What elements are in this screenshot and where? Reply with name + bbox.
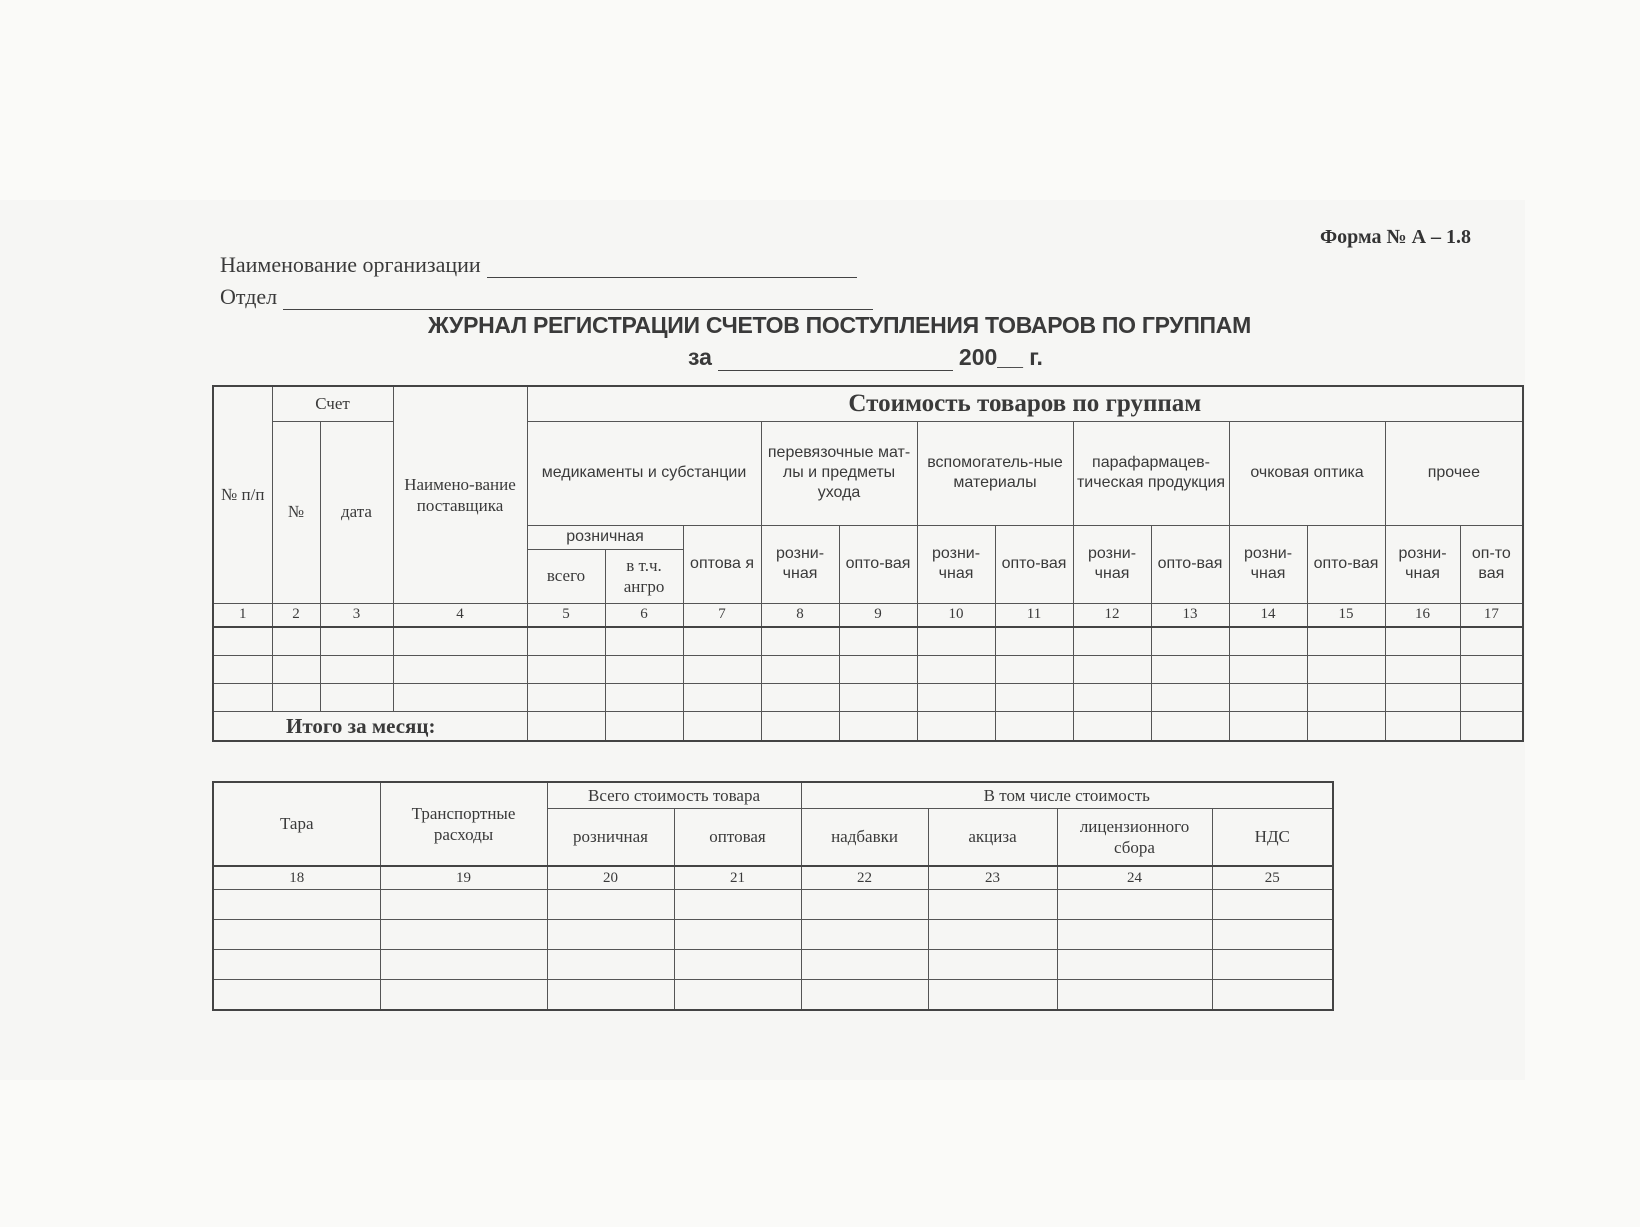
col-num: 9	[839, 603, 917, 627]
col-num: 20	[547, 866, 674, 890]
cell[interactable]	[527, 655, 605, 683]
group-optics: очковая оптика	[1229, 421, 1385, 525]
cell[interactable]	[674, 920, 801, 950]
cell[interactable]	[1385, 655, 1460, 683]
cell[interactable]	[839, 627, 917, 656]
col-num: 14	[1229, 603, 1307, 627]
col-num: 5	[527, 603, 605, 627]
department-field[interactable]	[283, 291, 873, 310]
cell[interactable]	[1212, 980, 1333, 1011]
cell[interactable]	[928, 980, 1057, 1011]
cell[interactable]	[928, 950, 1057, 980]
cell[interactable]	[1460, 711, 1523, 741]
cell[interactable]	[380, 920, 547, 950]
total-cost-header: Всего стоимость товара	[547, 782, 801, 808]
cell[interactable]	[393, 627, 527, 656]
retail-angro-header: в т.ч. ангро	[605, 549, 683, 603]
cell[interactable]	[761, 627, 839, 656]
cell[interactable]	[1307, 627, 1385, 656]
wholesale-header-4: опто-вая	[1151, 525, 1229, 603]
wholesale-header-3: опто-вая	[995, 525, 1073, 603]
cell[interactable]	[1057, 950, 1212, 980]
col-num: 4	[393, 603, 527, 627]
col-num: 23	[928, 866, 1057, 890]
cell[interactable]	[1151, 627, 1229, 656]
wholesale-header-2: опто-вая	[839, 525, 917, 603]
organization-field[interactable]	[487, 259, 857, 278]
cell[interactable]	[605, 627, 683, 656]
cell[interactable]	[272, 655, 320, 683]
cell[interactable]	[1460, 655, 1523, 683]
cell[interactable]	[683, 683, 761, 711]
col-num: 19	[380, 866, 547, 890]
cell[interactable]	[320, 683, 393, 711]
retail-header: розничная	[527, 525, 683, 549]
cell[interactable]	[272, 627, 320, 656]
cell[interactable]	[547, 890, 674, 920]
retail-header-6: розни-чная	[1385, 525, 1460, 603]
cell[interactable]	[393, 655, 527, 683]
col-num: 12	[1073, 603, 1151, 627]
cell[interactable]	[801, 890, 928, 920]
groups-header: Стоимость товаров по группам	[527, 386, 1523, 421]
cell[interactable]	[1212, 920, 1333, 950]
cell[interactable]	[839, 655, 917, 683]
cell[interactable]	[213, 627, 272, 656]
cell[interactable]	[380, 950, 547, 980]
col-num: 6	[605, 603, 683, 627]
cell[interactable]	[1057, 920, 1212, 950]
cell[interactable]	[320, 627, 393, 656]
cell[interactable]	[213, 655, 272, 683]
incl-cost-header: В том числе стоимость	[801, 782, 1333, 808]
department-line	[220, 284, 873, 310]
cell[interactable]	[801, 950, 928, 980]
cell[interactable]	[1229, 627, 1307, 656]
cell[interactable]	[1073, 711, 1151, 741]
cell[interactable]	[839, 711, 917, 741]
retail-header-3: розни-чная	[917, 525, 995, 603]
retail-cost-header: розничная	[547, 808, 674, 866]
cell[interactable]	[801, 980, 928, 1011]
wholesale-header-6: оп-то вая	[1460, 525, 1523, 603]
transport-header: Транспортные расходы	[380, 782, 547, 866]
cell[interactable]	[683, 711, 761, 741]
retail-total-header: всего	[527, 549, 605, 603]
markup-header: надбавки	[801, 808, 928, 866]
organization-line	[220, 252, 857, 278]
total-row	[213, 711, 1523, 741]
col-num: 16	[1385, 603, 1460, 627]
col-num: 15	[1307, 603, 1385, 627]
total-label: Итого за месяц:	[213, 711, 527, 741]
cell[interactable]	[1307, 711, 1385, 741]
col-num: 2	[272, 603, 320, 627]
col-num: 10	[917, 603, 995, 627]
cell[interactable]	[917, 655, 995, 683]
table-row	[213, 890, 1333, 920]
retail-header-4: розни-чная	[1073, 525, 1151, 603]
cell[interactable]	[1057, 890, 1212, 920]
table-row	[213, 627, 1523, 656]
cell[interactable]	[1073, 655, 1151, 683]
cell[interactable]	[1460, 627, 1523, 656]
cell[interactable]	[928, 890, 1057, 920]
column-number-row	[213, 603, 1523, 627]
cell[interactable]	[393, 683, 527, 711]
cell[interactable]	[761, 655, 839, 683]
excise-header: акциза	[928, 808, 1057, 866]
cell[interactable]	[1073, 683, 1151, 711]
organization-label: Наименование организации	[220, 252, 481, 277]
cell[interactable]	[1229, 683, 1307, 711]
cell[interactable]	[1307, 655, 1385, 683]
cell[interactable]	[605, 655, 683, 683]
col-num: 7	[683, 603, 761, 627]
goods-journal-table	[212, 385, 1524, 742]
cell[interactable]	[839, 683, 917, 711]
cell[interactable]	[674, 950, 801, 980]
cell[interactable]	[674, 980, 801, 1011]
cell[interactable]	[213, 683, 272, 711]
cell[interactable]	[527, 683, 605, 711]
cell[interactable]	[995, 683, 1073, 711]
cell[interactable]	[547, 920, 674, 950]
cell[interactable]	[917, 627, 995, 656]
col-row-number-header: № п/п	[213, 386, 272, 603]
cell[interactable]	[683, 655, 761, 683]
group-parapharma: парафармацев-тическая продукция	[1073, 421, 1229, 525]
group-medicines: медикаменты и субстанции	[527, 421, 761, 525]
cell[interactable]	[917, 683, 995, 711]
col-num: 13	[1151, 603, 1229, 627]
vat-header: НДС	[1212, 808, 1333, 866]
journal-title: ЖУРНАЛ РЕГИСТРАЦИИ СЧЕТОВ ПОСТУПЛЕНИЯ ТОВАРОВ ПО ГРУППАМ	[428, 312, 1251, 338]
col-num: 17	[1460, 603, 1523, 627]
cell[interactable]	[917, 711, 995, 741]
wholesale-cost-header: оптовая	[674, 808, 801, 866]
period-prefix: за	[688, 344, 712, 370]
cell[interactable]	[683, 627, 761, 656]
cell[interactable]	[1307, 683, 1385, 711]
wholesale-header-5: опто-вая	[1307, 525, 1385, 603]
cell[interactable]	[320, 655, 393, 683]
invoice-date-header: дата	[320, 421, 393, 603]
cell[interactable]	[527, 627, 605, 656]
cell[interactable]	[801, 920, 928, 950]
cell[interactable]	[380, 980, 547, 1011]
cell[interactable]	[1460, 683, 1523, 711]
cell[interactable]	[213, 920, 380, 950]
group-auxiliary: вспомогатель-ные материалы	[917, 421, 1073, 525]
license-fee-header: лицензионного сбора	[1057, 808, 1212, 866]
retail-header-2: розни-чная	[761, 525, 839, 603]
tare-header: Тара	[213, 782, 380, 866]
cell[interactable]	[1057, 980, 1212, 1011]
cell[interactable]	[674, 890, 801, 920]
department-label: Отдел	[220, 284, 278, 309]
cell[interactable]	[272, 683, 320, 711]
retail-header-5: розни-чная	[1229, 525, 1307, 603]
cell[interactable]	[761, 683, 839, 711]
cell[interactable]	[380, 890, 547, 920]
cell[interactable]	[1151, 655, 1229, 683]
cell[interactable]	[1229, 655, 1307, 683]
cell[interactable]	[1385, 711, 1460, 741]
cell[interactable]	[928, 920, 1057, 950]
invoice-number-header: №	[272, 421, 320, 603]
period-year: 200__ г.	[958, 344, 1043, 370]
col-num: 3	[320, 603, 393, 627]
cell[interactable]	[213, 890, 380, 920]
col-num: 22	[801, 866, 928, 890]
col-num: 24	[1057, 866, 1212, 890]
invoice-header: Счет	[272, 386, 393, 421]
cell[interactable]	[527, 711, 605, 741]
cell[interactable]	[1212, 890, 1333, 920]
cell[interactable]	[995, 711, 1073, 741]
col-num: 1	[213, 603, 272, 627]
form-number: Форма № А – 1.8	[1320, 226, 1472, 248]
cell[interactable]	[1212, 950, 1333, 980]
cell[interactable]	[1151, 711, 1229, 741]
table-row	[213, 980, 1333, 1011]
cell[interactable]	[213, 950, 380, 980]
col-num: 18	[213, 866, 380, 890]
cell[interactable]	[761, 711, 839, 741]
group-other: прочее	[1385, 421, 1523, 525]
cell[interactable]	[213, 980, 380, 1011]
col-num: 8	[761, 603, 839, 627]
period-field[interactable]	[718, 352, 953, 371]
period-line	[688, 344, 1043, 371]
cell[interactable]	[995, 627, 1073, 656]
col-num: 21	[674, 866, 801, 890]
col-num: 25	[1212, 866, 1333, 890]
cell[interactable]	[1151, 683, 1229, 711]
col-num: 11	[995, 603, 1073, 627]
cell[interactable]	[605, 711, 683, 741]
wholesale-header-1: оптова я	[683, 525, 761, 603]
cell[interactable]	[1385, 627, 1460, 656]
supplier-header: Наимено-вание поставщика	[393, 386, 527, 603]
column-number-row	[213, 866, 1333, 890]
cost-summary-table	[212, 781, 1334, 1011]
table-row	[213, 920, 1333, 950]
cell[interactable]	[605, 683, 683, 711]
table-row	[213, 950, 1333, 980]
cell[interactable]	[1229, 711, 1307, 741]
table-row	[213, 655, 1523, 683]
cell[interactable]	[995, 655, 1073, 683]
cell[interactable]	[547, 980, 674, 1011]
cell[interactable]	[1073, 627, 1151, 656]
cell[interactable]	[547, 950, 674, 980]
cell[interactable]	[1385, 683, 1460, 711]
group-dressings: перевязочные мат-лы и предметы ухода	[761, 421, 917, 525]
table-row	[213, 683, 1523, 711]
